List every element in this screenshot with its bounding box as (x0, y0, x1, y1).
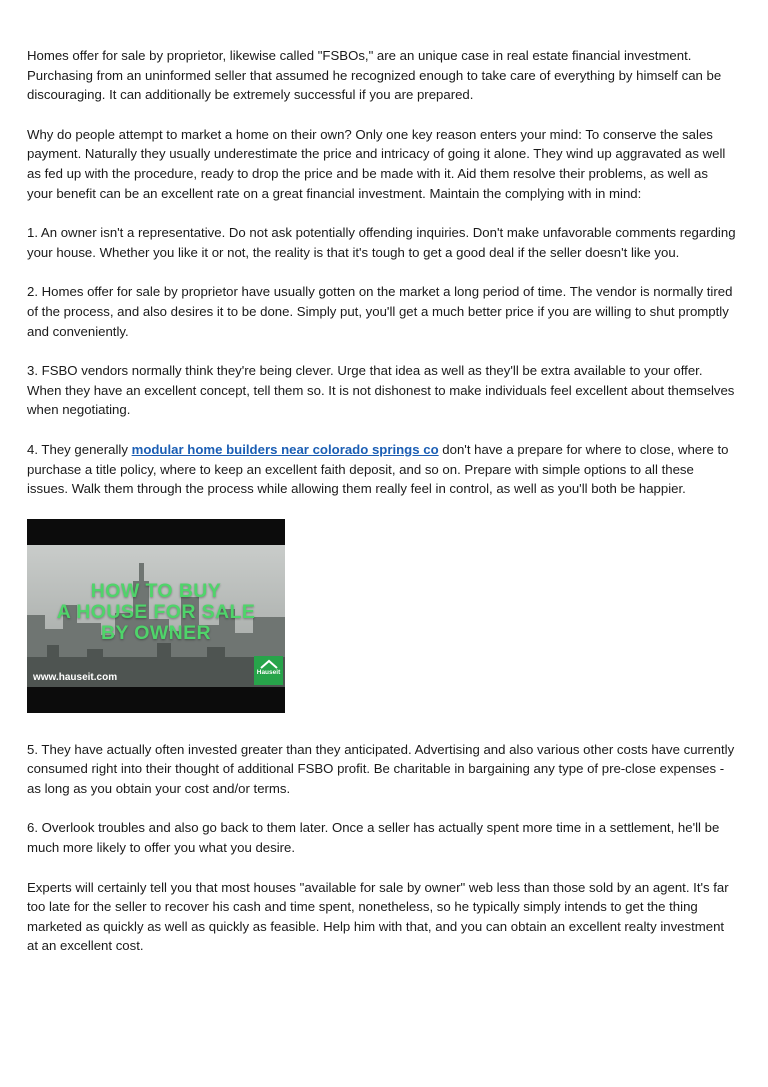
video-thumbnail[interactable] (27, 519, 285, 713)
house-icon (260, 659, 278, 669)
hauseit-logo (254, 656, 283, 685)
hauseit-logo-text: Hauseit (256, 668, 281, 676)
paragraph-point-6: 6. Overlook troubles and also go back to them later. Once a seller has actually spent more time in a settlement, he'll be much more likely to offer you what you desire. (27, 820, 720, 856)
paragraph-point-5: 5. They have actually often invested greater than they anticipated. Advertising and also various other costs have currently consumed right into their thought of additional FSBO profit. Be charitable in bargaining any type of pre-close expenses - as long as you obtain your cost and/or terms. (27, 741, 735, 796)
video-letterbox-top (27, 519, 285, 545)
paragraph-experts: Experts will certainly tell you that most houses "available for sale by owner" web less than those sold by an agent. It's far too late for the seller to recover his cash and time spent, nonetheless, so he typically simply intends to get the thing marketed as quickly as well as quickly as feasible. Help him with that, and you can obtain an excellent realty investment at an excellent cost. (27, 879, 729, 954)
video-headline-line-2: A HOUSE FOR SALE (56, 600, 256, 623)
modular-home-builders-link[interactable]: modular home builders near colorado springs co (131, 441, 439, 457)
video-headline (27, 581, 285, 644)
paragraph-point-1: 1. An owner isn't a representative. Do not ask potentially offending inquiries. Don't make unfavorable comments regarding your house. Whether you like it or not, the reality is that it's tough to get a good deal if the seller doesn't like you. (27, 225, 736, 260)
paragraph-point-4 (27, 440, 736, 499)
video-headline-line-1: HOW TO BUY (90, 579, 222, 602)
paragraph-point-3: 3. FSBO vendors normally think they're being clever. Urge that idea as well as they'll be extra available to your offer. When they have an excellent concept, tell them so. It is not dishonest to make individuals feel excellent about themselves when negotiating. (27, 363, 735, 418)
video-headline-line-3: BY OWNER (100, 621, 212, 644)
paragraph-why: Why do people attempt to market a home on their own? Only one key reason enters your mind: To conserve the sales payment. Naturally they usually underestimate the price and intricacy of going it alone. They wind up aggravated as well as fed up with the procedure, ready to drop the price and be made with it. Aid them resolve their problems, as well as your benefit can be an excellent rate on a great financial investment. Maintain the complying with in mind: (27, 126, 726, 201)
paragraph-intro: Homes offer for sale by proprietor, likewise called "FSBOs," are an unique case in real estate financial investment. Purchasing from an uninformed seller that assumed he recognized enough to take care of everything by himself can be discouraging. It can additionally be extremely successful if you are prepared. (27, 48, 722, 103)
point-4-text-after: don't have a prepare for where to close, where to purchase a title policy, where to keep an excellent faith deposit, and so on. Prepare with simple options to all these issues. Walk them through the process while allowing them really feel in control, as well as you'll both be happier. (27, 441, 729, 497)
paragraph-point-2: 2. Homes offer for sale by proprietor have usually gotten on the market a long period of time. The vendor is normally tired of the process, and also desires it to be done. Simply put, you'll get a much better price if you are willing to shut promptly and conveniently. (27, 284, 733, 339)
video-url: www.hauseit.com (33, 671, 118, 683)
video-letterbox-bottom (27, 687, 285, 713)
point-4-text-before: 4. They generally (27, 441, 132, 457)
